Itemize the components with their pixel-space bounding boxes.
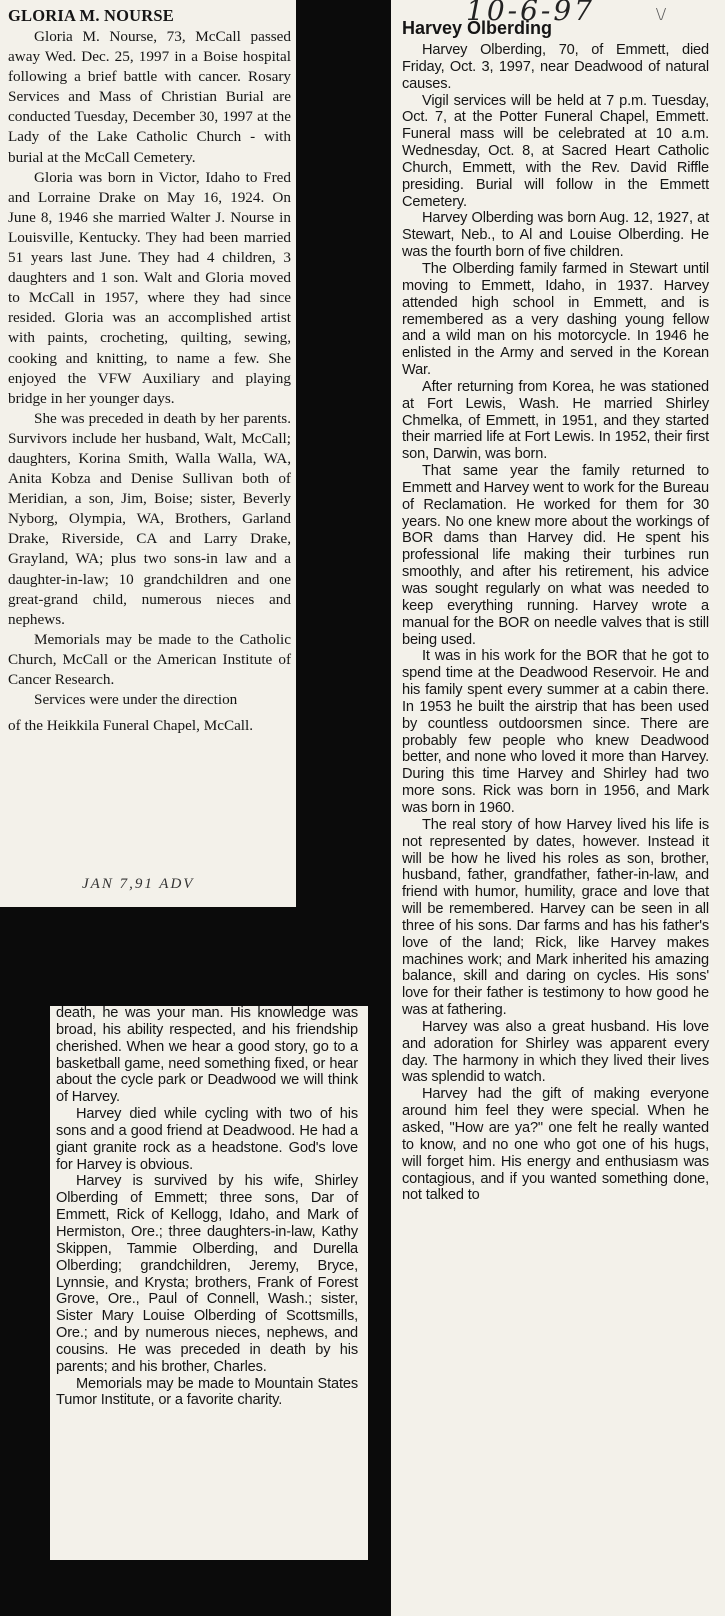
handwritten-date: 10-6-97 (466, 0, 595, 27)
harvey-paragraph: Vigil services will be held at 7 p.m. Tuesday, Oct. 7, at the Potter Funeral Chapel, Emmett. Funeral mass will be celebrated at 10 a.m. Wednesday, Oct. 8, at Sacred Heart Catholic Church, Emmett, with the Rev. David Riffle presiding. Burial will follow in the Emmett Cemetery. (402, 92, 709, 210)
harvey-paragraph: Harvey was also a great husband. His love and adoration for Shirley was apparent every day. The harmony in which they lived their lives was splendid to watch. (402, 1018, 709, 1086)
handwritten-note: JAN 7,91 ADV (82, 876, 195, 892)
harvey-continuation-paragraph: death, he was your man. His knowledge was broad, his ability respected, and his friendship cherished. When we hear a good story, go to a basketball game, need something fixed, or hear about the cycle park or Deadwood we will think of Harvey. (56, 1006, 358, 1106)
gloria-headline: GLORIA M. NOURSE (8, 6, 174, 25)
gloria-obituary-body (8, 6, 291, 736)
harvey-paragraph: Harvey Olberding, 70, of Emmett, died Friday, Oct. 3, 1997, near Deadwood of natural causes. (402, 42, 709, 92)
gloria-paragraph: Services were under the direction (34, 691, 238, 709)
harvey-continuation-paragraph: Harvey died while cycling with two of his sons and a good friend at Deadwood. He had a giant granite rock as a headstone. God's love for Harvey is obvious. (56, 1106, 358, 1173)
harvey-paragraph: Harvey Olberding was born Aug. 12, 1927, at Stewart, Neb., to Al and Louise Olberding. He was the fourth born of five children. (402, 210, 709, 261)
harvey-obituary-continuation (50, 1006, 368, 1560)
gloria-paragraph: Memorials may be made to the Catholic Church, McCall or the American Institute of Cancer Research. (8, 630, 291, 688)
gloria-paragraph: She was preceded in death by her parents. Survivors include her husband, Walt, McCall; daughters, Korina Smith, Walla Walla, WA, Anita Kobza and Denise Sullivan both of Meridian, a son, Jim, Boise; sister, Beverly Nyborg, Olympia, WA, Brothers, Garland Drake, Riverside, CA and Larry Drake, Grayland, WA; plus two sons-in law and a daughter-in-law; 10 grandchildren and one great-grand child, numerous nieces and nephews. (8, 409, 291, 628)
harvey-continuation-paragraph: Memorials may be made to Mountain States Tumor Institute, or a favorite charity. (56, 1375, 358, 1409)
harvey-paragraph: After returning from Korea, he was stationed at Fort Lewis, Wash. He married Shirley Chmelka, of Emmett, in 1951, and they started their married life at Fort Lewis. In 1952, their first son, Darwin, was born. (402, 378, 709, 463)
gloria-paragraph: Gloria M. Nourse, 73, McCall passed away Wed. Dec. 25, 1997 in a Boise hospital following a brief battle with cancer. Rosary Services and Mass of Christian Burial are conducted Tuesday, December 30, 1997 at the Lady of the Lake Catholic Church - with burial at the McCall Cemetery. (8, 28, 291, 166)
harvey-paragraph: That same year the family returned to Emmett and Harvey went to work for the Bureau of Reclamation. He worked for them for 30 years. No one knew more about the workings of BOR dams than Harvey did. He spent his professional life making their turbines run smoothly, and after his retirement, his advice was sought regularly on what was needed to keep everything running. Harvey wrote a manual for the BOR on needle valves that is still being used. (402, 463, 709, 648)
harvey-headline: Harvey Olberding (402, 18, 553, 38)
harvey-obituary-body (402, 18, 709, 1204)
gloria-closing-line: of the Heikkila Funeral Chapel, McCall. (8, 717, 254, 735)
harvey-obituary-clipping (391, 0, 725, 1616)
harvey-paragraph: The real story of how Harvey lived his life is not represented by dates, however. Instead it will be how he lived his roles as son, brother, husband, father, grandfather, father-in-law, and friend with humor, humility, grace and love that will be remembered. Harvey can be seen in all three of his sons. Dar farms and has his father's love of the land; Rick, like Harvey makes machines work; and Mark inherited his amazing balance, skill and daring on cycles. His sons' love for their father is testimony to how good he was at fathering. (402, 816, 709, 1019)
gloria-obituary-clipping (0, 0, 296, 907)
harvey-continuation-body (56, 1006, 358, 1409)
harvey-continuation-paragraph: Harvey is survived by his wife, Shirley Olberding of Emmett; three sons, Dar of Emmett, Rick of Kellogg, Idaho, and Mark of Hermiston, Ore.; three daughters-in-law, Kathy Skippen, Tammie Olberding, and Durella Olberding; grandchildren, Jeremy, Bryce, Lynnsie, and Krysta; brothers, Frank of Forest Grove, Ore., Paul of Connell, Wash.; sister, Sister Mary Louise Olberding of Scottsmills, Ore.; and by numerous nieces, nephews, and cousins. He was preceded in death by his parents; and his brother, Charles. (56, 1173, 358, 1375)
gloria-paragraph: Gloria was born in Victor, Idaho to Fred and Lorraine Drake on May 16, 1924. On June 8, 1946 she married Walter J. Nourse in Louisville, Kentucky. They had been married 51 years last June. They had 4 children, 3 daughters and 1 son. Walt and Gloria moved to McCall in 1957, where they had since resided. Gloria was an accomplished artist with paints, crocheting, quilting, sewing, cooking and knitting, to name a few. She enjoyed the VFW Auxiliary and playing bridge in her younger days. (8, 168, 291, 407)
check-mark-icon: \/ (656, 4, 667, 24)
harvey-paragraph: Harvey had the gift of making everyone around him feel they were special. When he asked, "How are ya?" one felt he really wanted to know, and no one who got one of his hugs, will forget him. His energy and enthusiasm was contagious, and if you wanted something done, not talked to (402, 1086, 709, 1204)
harvey-paragraph: It was in his work for the BOR that he got to spend time at the Deadwood Reservoir. He and his family spent every summer at a cabin there. In 1953 he built the airstrip that has been used by countless outdoorsmen since. There are probably few people who knew Deadwood better, and none who loved it more than Harvey. During this time Harvey and Shirley had two more sons. Rick was born in 1956, and Mark was born in 1960. (402, 648, 709, 816)
harvey-paragraph: The Olberding family farmed in Stewart until moving to Emmett, Idaho, in 1937. Harvey attended high school in Emmett, and is remembered as a very dashing young fellow and a wild man on his motorcycle. In 1946 he enlisted in the Army and served in the Korean War. (402, 260, 709, 379)
